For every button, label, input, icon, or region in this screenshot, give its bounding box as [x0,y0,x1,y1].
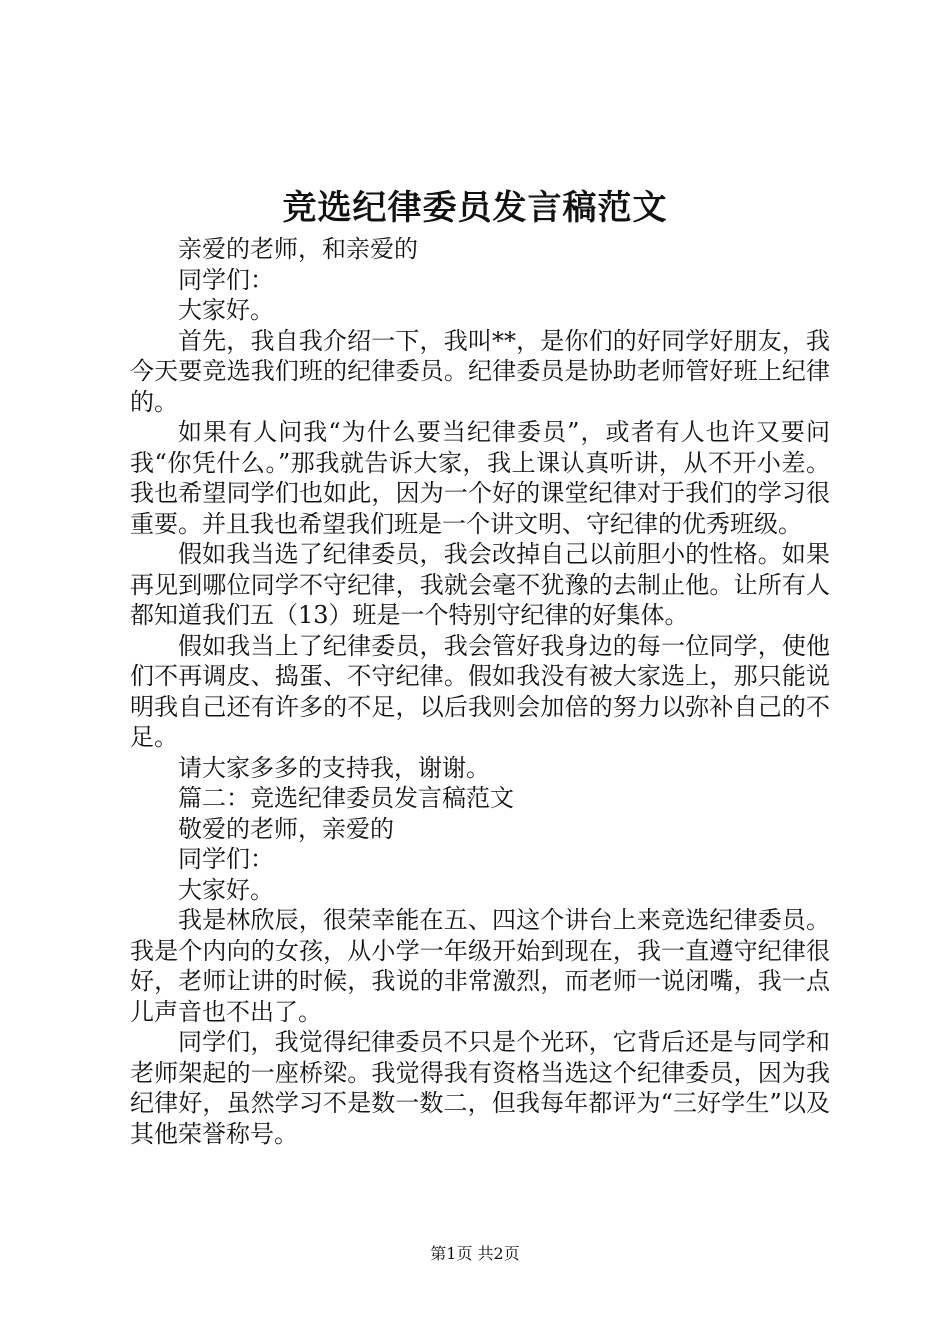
paragraph: 同学们： [178,845,274,873]
paragraph: 我是林欣辰，很荣幸能在五、四这个讲台上来竞选纪律委员。我是个内向的女孩，从小学一年级开始到现在，我一直遵守纪律很好，老师让讲的时候，我说的非常激烈，而老师一说闭嘴，我一点儿声音也不出了。 [130,906,830,1026]
paragraph: 请大家多多的支持我，谢谢。 [178,753,490,782]
paragraph: 亲爱的老师，和亲爱的 [178,235,418,263]
section-heading: 篇二：竞选纪律委员发言稿范文 [178,784,514,812]
paragraph: 如果有人问我“为什么要当纪律委员”，或者有人也许又要问我“你凭什么。”那我就告诉大家，我上课认真听讲，从不开小差。我也希望同学们也如此，因为一个好的课堂纪律对于我们的学习很重要。并且我也希望我们班是一个讲文明、守纪律的优秀班级。 [130,418,830,538]
paragraph: 同学们，我觉得纪律委员不只是个光环，它背后还是与同学和老师架起的一座桥梁。我觉得我有资格当选这个纪律委员，因为我纪律好，虽然学习不是数一数二，但我每年都评为“三好学生”以及其他荣誉称号。 [130,1028,830,1148]
document-body [130,234,830,1149]
paragraph: 首先，我自我介绍一下，我叫**，是你们的好同学好朋友，我今天要竞选我们班的纪律委员。纪律委员是协助老师管好班上纪律的。 [130,326,830,416]
paragraph: 同学们： [178,265,274,294]
paragraph: 假如我当选了纪律委员，我会改掉自己以前胆小的性格。如果再见到哪位同学不守纪律，我就会毫不犹豫的去制止他。让所有人都知道我们五（13）班是一个特别守纪律的好集体。 [130,540,830,629]
paragraph: 大家好。 [178,875,274,904]
document-title: 竞选纪律委员发言稿范文 [282,188,668,228]
paragraph: 假如我当上了纪律委员，我会管好我身边的每一位同学，使他们不再调皮、捣蛋、不守纪律。假如我没有被大家选上，那只能说明我自己还有许多的不足，以后我则会加倍的努力以弥补自己的不足。 [130,631,830,751]
paragraph: 敬爱的老师，亲爱的 [178,814,394,843]
page-footer: 第1页 共2页 [430,1244,520,1263]
paragraph: 大家好。 [178,296,274,324]
